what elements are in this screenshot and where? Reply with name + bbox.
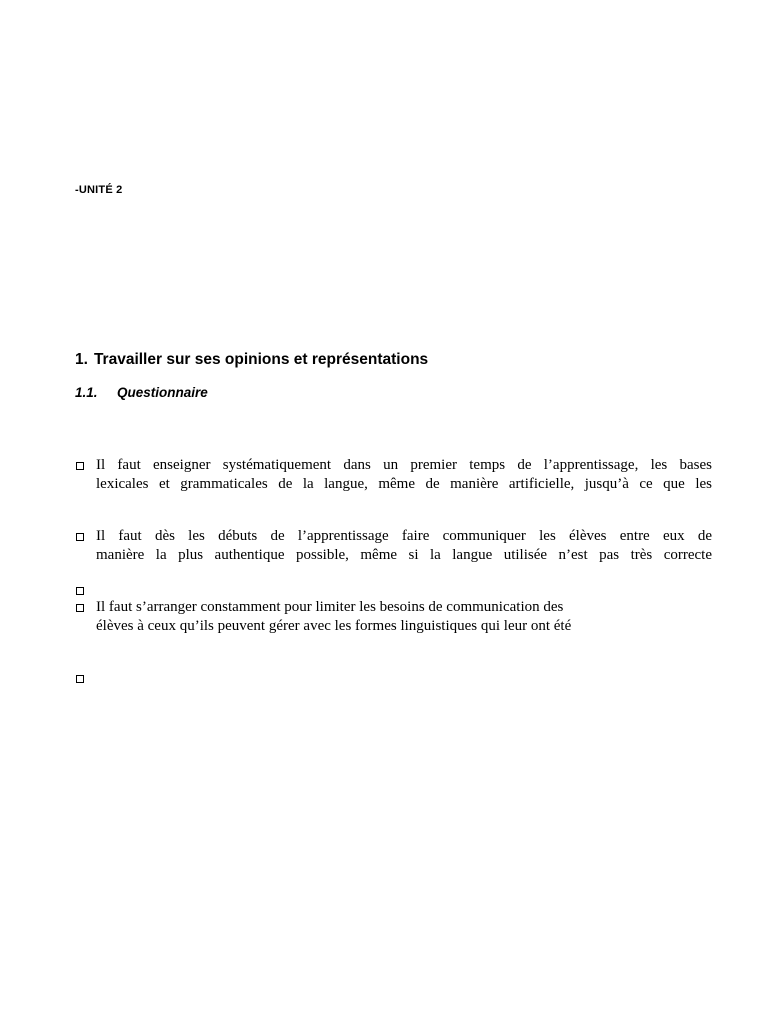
item-2-line-1: Il faut dès les débuts de l’apprentissage faire communiquer les élèves entre eux de <box>96 528 712 544</box>
subsection-title: Questionnaire <box>117 385 208 400</box>
section-number: 1. <box>75 351 88 368</box>
checkbox-item-5[interactable] <box>76 675 84 683</box>
subsection-heading <box>75 385 208 400</box>
section-heading <box>75 351 428 369</box>
section-title: Travailler sur ses opinions et représentations <box>93 351 429 368</box>
checkbox-item-1[interactable] <box>76 462 84 470</box>
unit-label: -UNITÉ 2 <box>75 184 123 196</box>
checkbox-item-3[interactable] <box>76 587 84 595</box>
questionnaire-item-4 <box>96 598 712 636</box>
item-4-line-2: élèves à ceux qu’ils peuvent gérer avec les formes linguistiques qui leur ont été <box>96 618 572 634</box>
item-2-line-2: manière la plus authentique possible, même si la langue utilisée n’est pas très correcte <box>96 547 712 563</box>
item-4-line-1: Il faut s’arranger constamment pour limiter les besoins de communication des <box>96 599 564 615</box>
checkbox-item-2[interactable] <box>76 533 84 541</box>
item-1-line-2: lexicales et grammaticales de la langue, même de manière artificielle, jusqu’à ce que les <box>96 476 712 492</box>
subsection-number: 1.1. <box>75 385 98 400</box>
checkbox-item-4[interactable] <box>76 604 84 612</box>
item-1-line-1: Il faut enseigner systématiquement dans un premier temps de l’apprentissage, les bases <box>96 457 712 473</box>
questionnaire-item-2 <box>96 527 712 565</box>
questionnaire-item-1 <box>96 456 712 494</box>
